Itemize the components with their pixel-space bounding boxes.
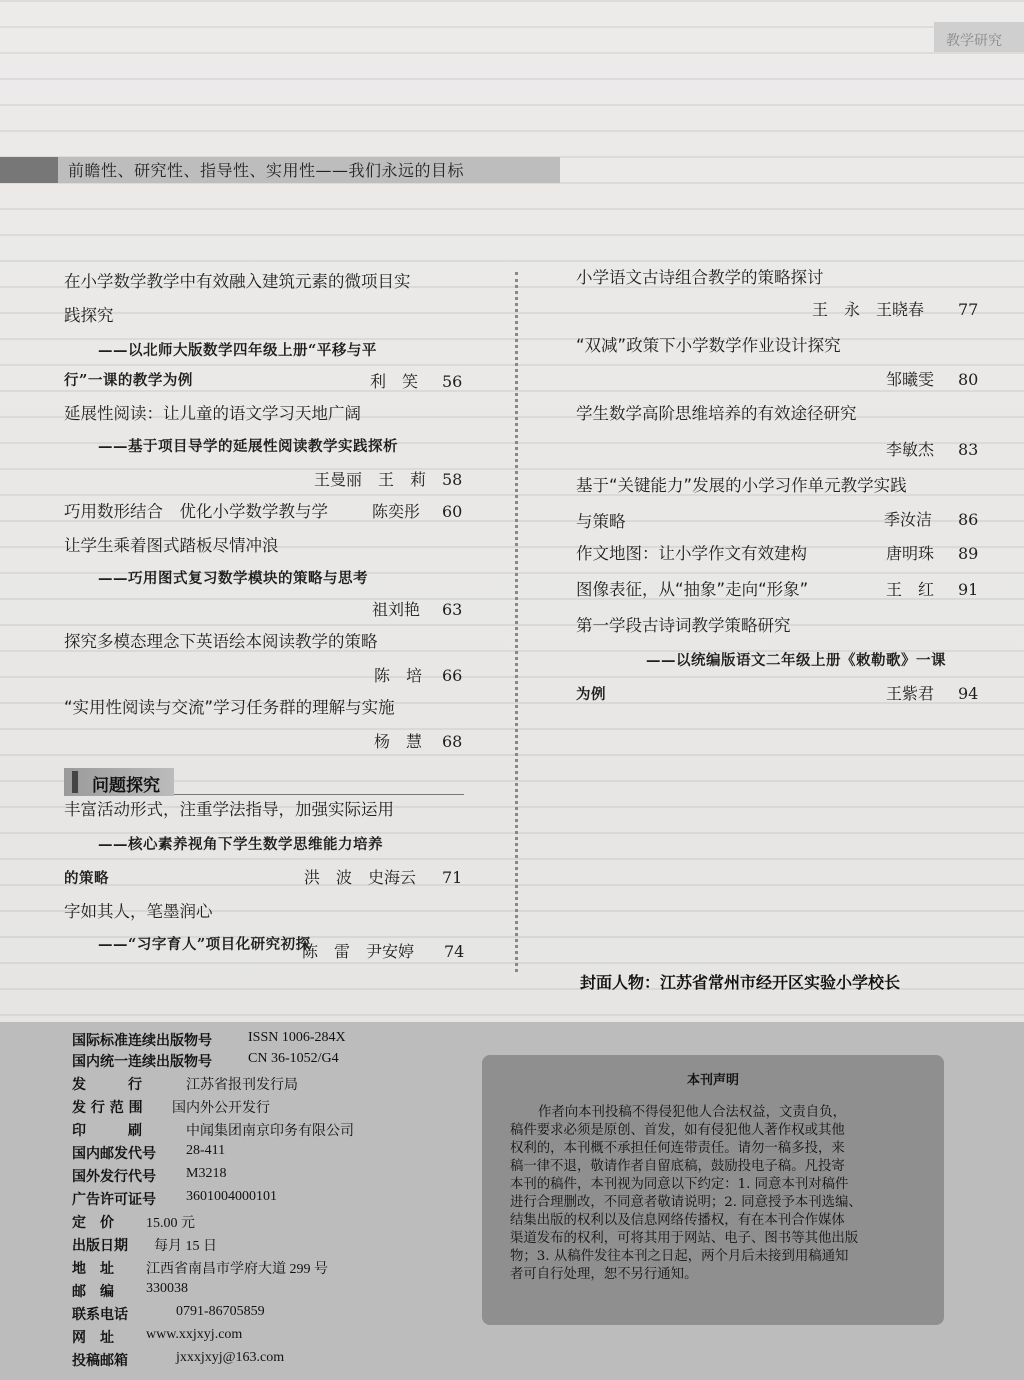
toc-page: 68 [442,732,463,751]
info-key: 网 址 [72,1330,114,1346]
notice-line: 作者向本刊投稿不得侵犯他人合法权益，文责自负， [538,1105,846,1120]
notice-title: 本刊声明 [686,1073,739,1088]
notice-line: 进行合理删改，不同意者敬请说明；2. 同意授予本刊选编、 [510,1195,862,1210]
toc-page: 89 [958,544,979,563]
notice-line: 者可自行处理，恕不另行通知。 [510,1267,698,1282]
info-value: 江苏省报刊发行局 [186,1078,298,1093]
toc-subtitle: ——巧用图式复习数学模块的策略与思考 [98,570,368,587]
section-title: 问题探究 [92,776,160,796]
toc-title[interactable]: “实用性阅读与交流”学习任务群的理解与实施 [64,698,395,717]
toc-subtitle: ——以统编版语文二年级上册《敕勒歌》一课 [646,652,946,669]
toc-page: 94 [958,684,979,703]
toc-page: 66 [442,666,463,685]
toc-author: 祖刘艳 [372,600,421,619]
notice-line: 渠道发布的权利，可将其用于网站、电子、图书等其他出版 [510,1231,859,1246]
info-value[interactable]: www.xxjxyj.com [146,1327,243,1342]
toc-author: 王曼丽 王 莉 [314,470,427,489]
toc-title[interactable]: 在小学数学教学中有效融入建筑元素的微项目实 [64,272,411,291]
toc-author: 陈奕彤 [372,502,421,521]
section-rule [174,794,464,795]
column-divider [515,272,518,972]
info-value: CN 36-1052/G4 [248,1051,339,1066]
toc-title[interactable]: 基于“关键能力”发展的小学习作单元教学实践 [576,476,907,495]
toc-title-cont[interactable]: 与策略 [576,512,626,531]
notice-line: 结集出版的权利以及信息网络传播权，有在本刊合作媒体 [510,1213,845,1228]
toc-title[interactable]: 延展性阅读：让儿童的语文学习天地广阔 [64,404,361,423]
toc-page: 58 [442,470,463,489]
toc-title[interactable]: 学生数学高阶思维培养的有效途径研究 [576,404,857,423]
toc-page: 83 [958,440,979,459]
info-key: 联系电话 [72,1307,128,1323]
toc-subtitle-cont: 行”一课的教学为例 [64,372,193,389]
info-key: 广告许可证号 [72,1192,156,1208]
info-key: 定 价 [72,1215,114,1231]
info-key: 投稿邮箱 [72,1353,128,1369]
info-key: 地 址 [72,1261,114,1277]
toc-subtitle: ——以北师大版数学四年级上册“平移与平 [98,342,377,359]
info-value: 3601004000101 [186,1189,277,1204]
info-key: 发 行 范 围 [72,1100,143,1116]
toc-title-cont[interactable]: 践探究 [64,306,114,325]
toc-author: 利 笑 [370,372,419,391]
toc-title[interactable]: 图像表征，从“抽象”走向“形象” [576,580,809,599]
notice-line: 稿一律不退，敬请作者自留底稿，鼓励投电子稿。凡投寄 [510,1159,845,1174]
section-header-mark [72,771,78,793]
toc-page: 74 [444,942,465,961]
info-key: 发 行 [72,1077,142,1093]
toc-page: 80 [958,370,979,389]
info-key: 邮 编 [72,1284,114,1300]
toc-title[interactable]: 小学语文古诗组合教学的策略探讨 [576,268,824,287]
toc-title[interactable]: 作文地图：让小学作文有效建构 [576,544,807,563]
toc-page: 91 [958,580,979,599]
info-value: ISSN 1006-284X [248,1030,346,1045]
toc-author: 陈 雷 尹安婷 [302,942,415,961]
info-value: 每月 15 日 [154,1239,217,1254]
toc-page: 86 [958,510,979,529]
info-key: 国外发行代号 [72,1169,156,1185]
notice-line: 稿件要求必须是原创、首发，如有侵犯他人著作权或其他 [510,1123,845,1138]
slogan-banner-accent [0,157,58,183]
toc-title[interactable]: “双减”政策下小学数学作业设计探究 [576,336,841,355]
slogan-text: 前瞻性、研究性、指导性、实用性——我们永远的目标 [68,161,465,180]
toc-author: 王紫君 [886,684,935,703]
toc-author: 陈 培 [374,666,423,685]
info-key: 国内邮发代号 [72,1146,156,1162]
toc-title[interactable]: 字如其人，笔墨润心 [64,902,213,921]
toc-subtitle-cont: 的策略 [64,870,109,887]
cover-caption: 封面人物：江苏省常州市经开区实验小学校长 [580,973,901,992]
toc-author: 唐明珠 [886,544,935,563]
toc-author: 王 红 [886,580,935,599]
info-value: 330038 [146,1281,188,1296]
toc-title[interactable]: 第一学段古诗词教学策略研究 [576,616,791,635]
toc-subtitle-cont: 为例 [576,686,606,703]
info-value: 江西省南昌市学府大道 299 号 [146,1262,328,1277]
toc-author: 杨 慧 [374,732,423,751]
info-value: 中闻集团南京印务有限公司 [186,1124,354,1139]
notice-line: 权利的，本刊概不承担任何连带责任。请勿一稿多投，来 [510,1141,845,1156]
notice-box [482,1055,944,1325]
notice-line: 物；3. 从稿件发往本刊之日起，两个月后未接到用稿通知 [510,1249,849,1264]
info-key: 国内统一连续出版物号 [72,1054,212,1070]
toc-page: 77 [958,300,979,319]
info-key: 出版日期 [72,1238,128,1254]
info-value[interactable]: jxxxjxyj@163.com [176,1350,285,1365]
toc-title[interactable]: 丰富活动形式，注重学法指导，加强实际运用 [64,800,394,819]
info-value: 28-411 [186,1143,226,1158]
toc-title[interactable]: 让学生乘着图式踏板尽情冲浪 [64,536,279,555]
info-value: 0791-86705859 [176,1304,265,1319]
toc-page: 63 [442,600,463,619]
notice-line: 本刊的稿件，本刊视为同意以下约定：1. 同意本刊对稿件 [510,1177,849,1192]
toc-title[interactable]: 探究多模态理念下英语绘本阅读教学的策略 [64,632,378,651]
toc-author: 邹曦雯 [886,370,935,389]
toc-author: 洪 波 史海云 [304,868,417,887]
toc-author: 季汝洁 [884,510,933,529]
info-value: M3218 [186,1166,227,1181]
toc-title[interactable]: 巧用数形结合 优化小学数学教与学 [64,502,328,521]
info-value: 15.00 元 [146,1216,195,1231]
running-head: 教学研究 [946,33,1002,49]
info-key: 印 刷 [72,1123,142,1139]
toc-subtitle: ——基于项目导学的延展性阅读教学实践探析 [98,438,398,455]
info-key: 国际标准连续出版物号 [72,1033,212,1049]
toc-subtitle: ——“习字育人”项目化研究初探 [98,936,311,953]
toc-page: 60 [442,502,463,521]
toc-subtitle: ——核心素养视角下学生数学思维能力培养 [98,836,383,853]
toc-author: 王 永 王晓春 [812,300,925,319]
toc-page: 71 [442,868,463,887]
toc-author: 李敏杰 [886,440,935,459]
toc-page: 56 [442,372,463,391]
section-header [64,768,464,798]
info-value: 国内外公开发行 [172,1101,270,1116]
